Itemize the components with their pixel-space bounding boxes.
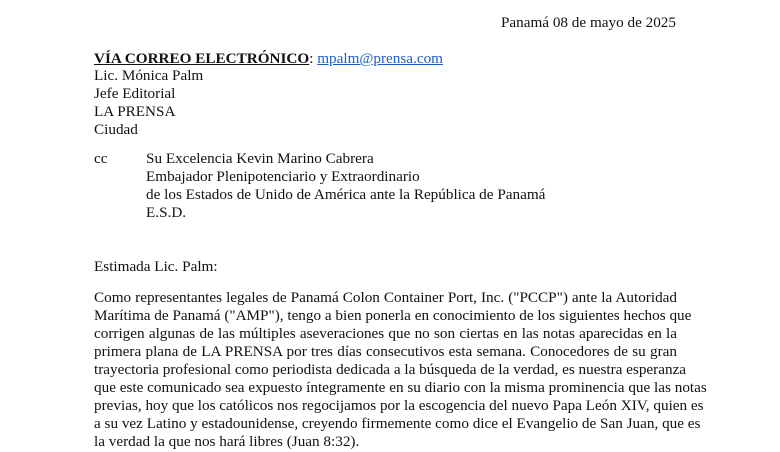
- body-line: corrigen algunas de las múltiples aseveraciones que no son ciertas en las notas aparecidas en la: [94, 325, 677, 342]
- cc-recipient-block: [146, 150, 545, 222]
- recipient-name: Lic. Mónica Palm: [94, 67, 204, 84]
- cc-label: cc: [94, 150, 108, 167]
- body-line: la verdad la que nos hará libres (Juan 8:32).: [94, 433, 360, 450]
- letter-date: Panamá 08 de mayo de 2025: [500, 14, 676, 31]
- body-line: Marítima de Panamá ("AMP"), tengo a bien ponerla en conocimiento de los siguientes hechos que: [94, 307, 692, 324]
- body-line: previas, hoy que los católicos nos regocijamos por la escogencia del nuevo Papa León XIV, quien es: [94, 397, 704, 414]
- body-paragraph: [94, 289, 707, 451]
- recipient-address-block: [94, 67, 203, 139]
- cc-recipient-line: de los Estados de Unido de América ante la República de Panamá: [146, 186, 546, 203]
- delivery-method-label: VÍA CORREO ELECTRÓNICO: [94, 50, 310, 67]
- cc-recipient-line: E.S.D.: [146, 204, 187, 221]
- delivery-method-separator: :: [309, 50, 318, 67]
- body-line: primera plana de LA PRENSA por tres días consecutivos esta semana. Conocedores de su gran: [94, 343, 677, 360]
- delivery-method-line: [94, 50, 443, 68]
- recipient-city: Ciudad: [94, 121, 138, 138]
- body-line: trayectoria profesional como periodista dedicada a la búsqueda de la verdad, es nuestra esperanza: [94, 361, 687, 378]
- letter-greeting: Estimada Lic. Palm:: [94, 258, 218, 275]
- recipient-organization: LA PRENSA: [94, 103, 176, 120]
- body-line: que este comunicado sea expuesto íntegramente en su diario con la misma prominencia que las notas: [94, 379, 707, 396]
- cc-recipient-line: Embajador Plenipotenciario y Extraordinario: [146, 168, 420, 185]
- body-line: a su vez Latino y estadounidense, creyendo firmemente como dice el Evangelio de San Juan, que es: [94, 415, 701, 432]
- recipient-title: Jefe Editorial: [94, 85, 176, 102]
- cc-recipient-line: Su Excelencia Kevin Marino Cabrera: [146, 150, 374, 167]
- recipient-email-link[interactable]: mpalm@prensa.com: [317, 50, 443, 67]
- body-line: Como representantes legales de Panamá Colon Container Port, Inc. ("PCCP") ante la Autoridad: [94, 289, 677, 306]
